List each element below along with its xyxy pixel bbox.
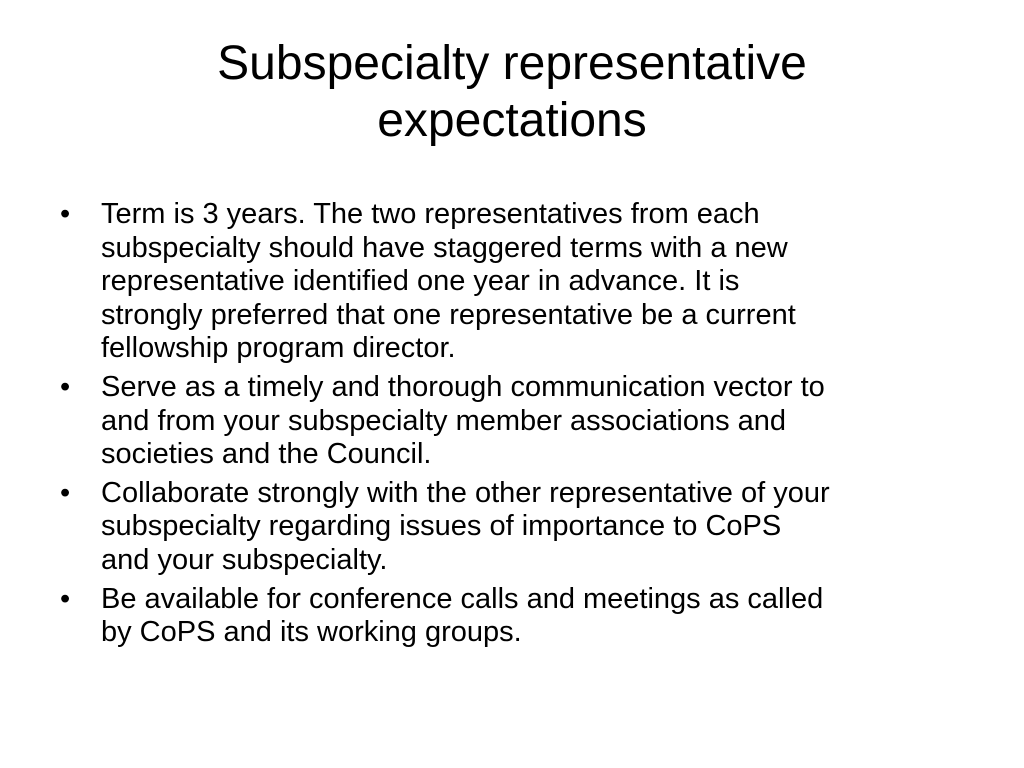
slide-title-line: expectations	[377, 94, 647, 147]
bullet-text-line: subspecialty should have staggered terms with a new	[101, 231, 788, 264]
bullet-item-communication	[56, 371, 976, 472]
bullet-text-line: societies and the Council.	[101, 438, 432, 471]
slide-title-line: Subspecialty representative	[217, 37, 807, 90]
bullet-text-line: • Be available for conference calls and meetings as called	[101, 582, 824, 615]
bullet-text-line: strongly preferred that one representative be a current	[101, 298, 796, 331]
bullet-item-availability	[56, 583, 976, 650]
slide-title	[100, 35, 924, 149]
bullet-text-line: fellowship program director.	[101, 332, 456, 365]
bullet-text-line: by CoPS and its working groups.	[101, 616, 522, 649]
bullet-text-line: subspecialty regarding issues of importance to CoPS	[101, 510, 782, 543]
bullet-text-line: • Term is 3 years. The two representatives from each	[101, 198, 760, 230]
bullet-item-term	[56, 198, 976, 366]
bullet-text-line: and from your subspecialty member associations and	[101, 404, 787, 437]
bullet-item-collaborate	[56, 477, 976, 578]
bullet-text-line: representative identified one year in advance. It is	[101, 265, 740, 298]
bullet-text-line: and your subspecialty.	[101, 543, 388, 576]
bullet-text-line: • Collaborate strongly with the other representative of your	[101, 476, 830, 509]
bullet-text-line: • Serve as a timely and thorough communication vector to	[101, 370, 825, 403]
bullet-list	[56, 198, 976, 655]
